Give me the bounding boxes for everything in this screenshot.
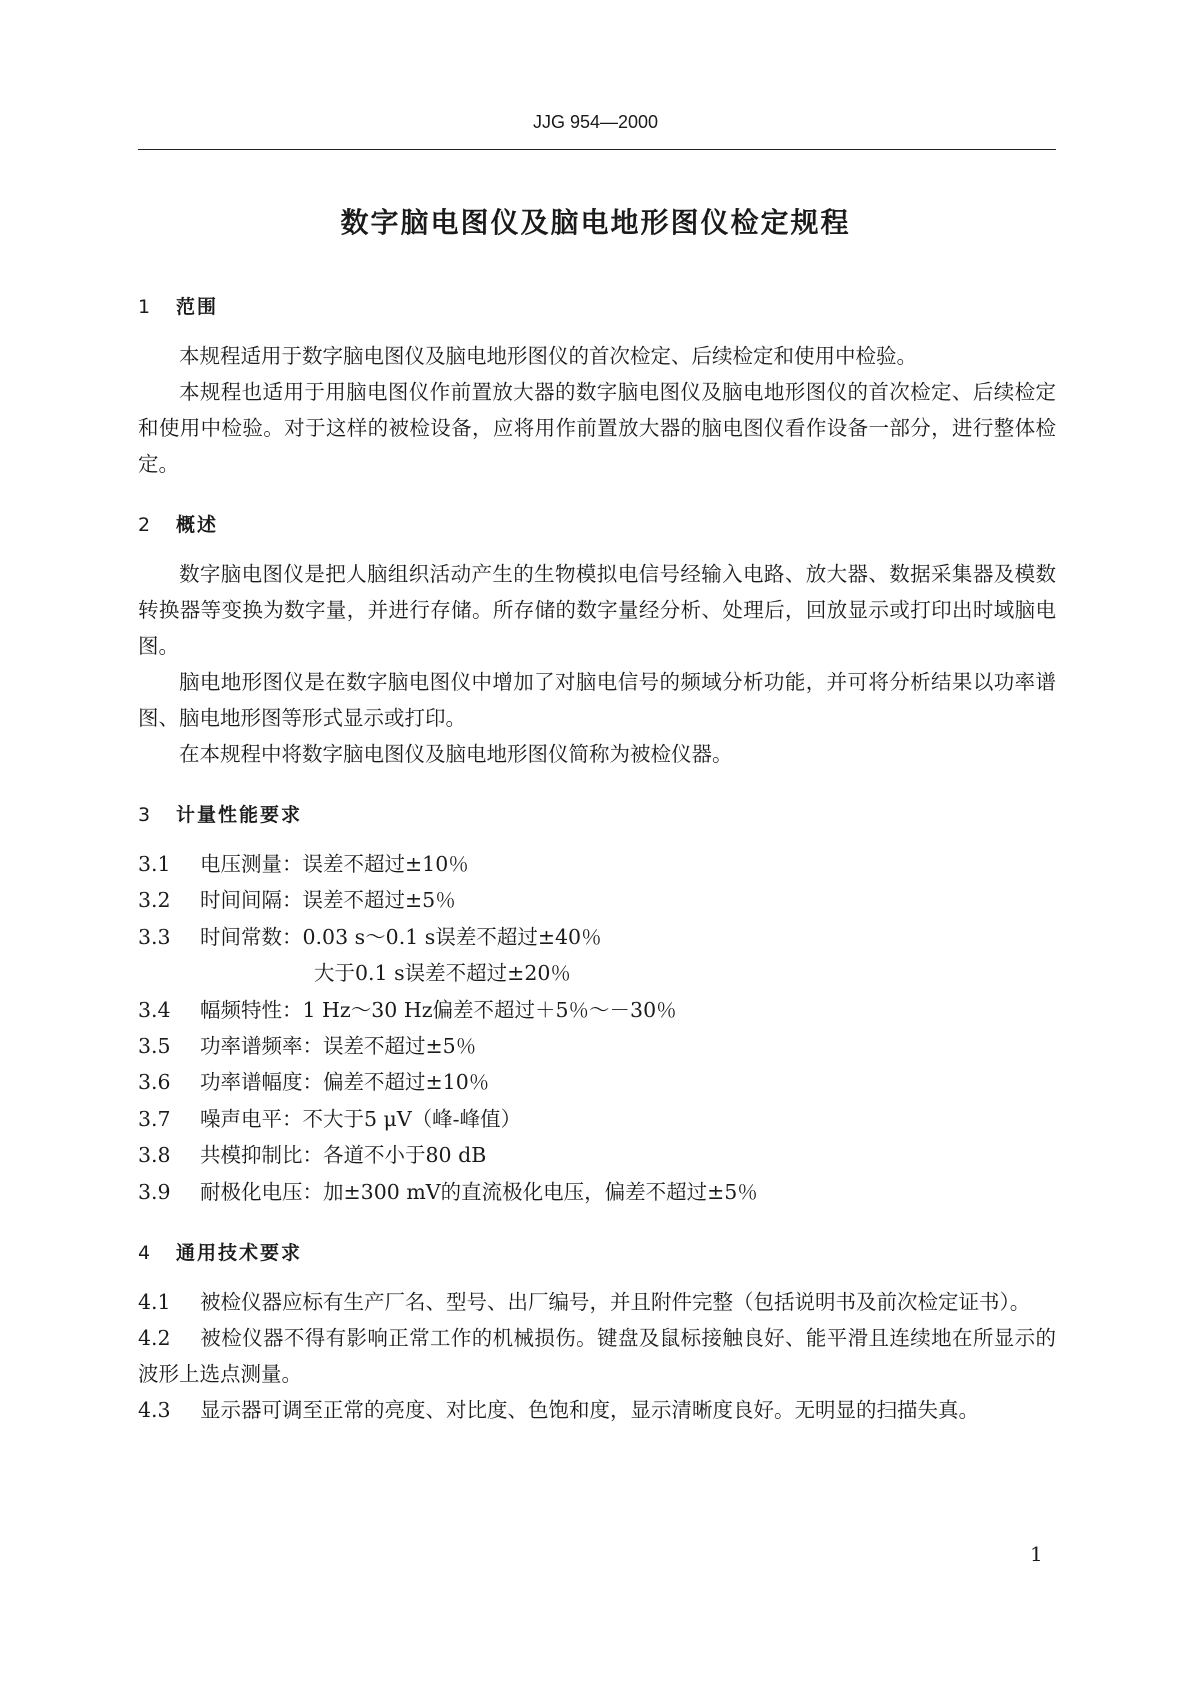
document-body xyxy=(138,290,1056,1454)
section-general-technical-requirements xyxy=(138,1236,1056,1428)
paragraph: 在本规程中将数字脑电图仪及脑电地形图仪简称为被检仪器。 xyxy=(179,742,733,766)
requirement-item: 3.2 时间间隔：误差不超过±5％ xyxy=(138,888,456,913)
requirement-item: 4.1 被检仪器应标有生产厂名、型号、出厂编号，并且附件完整（包括说明书及前次检定证书）。 xyxy=(138,1290,1031,1315)
requirement-item-continued: 大于0.1 s误差不超过±20％ xyxy=(314,961,571,986)
paragraph: 数字脑电图仪是把人脑组织活动产生的生物模拟电信号经输入电路、放大器、数据采集器及模数转换器等变换为数字量，并进行存储。所存储的数字量经分析、处理后，回放显示或打印出时域脑电图。 xyxy=(138,562,1056,658)
section-metrology-requirements xyxy=(138,798,1056,1210)
requirement-item: 3.9 耐极化电压：加±300 mV的直流极化电压，偏差不超过±5％ xyxy=(138,1179,758,1204)
requirement-item: 3.5 功率谱频率：误差不超过±5％ xyxy=(138,1034,477,1059)
paragraph: 本规程也适用于用脑电图仪作前置放大器的数字脑电图仪及脑电地形图仪的首次检定、后续检定和使用中检验。对于这样的被检设备，应将用作前置放大器的脑电图仪看作设备一部分，进行整体检定。 xyxy=(138,380,1056,476)
section-overview xyxy=(138,508,1056,772)
requirement-item: 3.1 电压测量：误差不超过±10％ xyxy=(138,852,469,876)
requirement-item: 4.2 被检仪器不得有影响正常工作的机械损伤。键盘及鼠标接触良好、能平滑且连续地在所显示的波形上选点测量。 xyxy=(138,1326,1056,1387)
document-title: 数字脑电图仪及脑电地形图仪检定规程 xyxy=(340,206,851,239)
page-number: 1 xyxy=(1030,1542,1043,1566)
document-code-header: JJG 954—2000 xyxy=(532,112,659,132)
requirement-item: 3.4 幅频特性：1 Hz～30 Hz偏差不超过＋5％～－30％ xyxy=(138,997,677,1022)
paragraph: 本规程适用于数字脑电图仪及脑电地形图仪的首次检定、后续检定和使用中检验。 xyxy=(179,344,917,368)
requirement-item: 3.3 时间常数：0.03 s～0.1 s误差不超过±40％ xyxy=(138,924,602,949)
section-heading: 4 通用技术要求 xyxy=(138,1242,303,1265)
section-scope xyxy=(138,290,1056,482)
header-rule xyxy=(138,149,1056,150)
requirement-item: 3.7 噪声电平：不大于5 μV（峰-峰值） xyxy=(138,1106,522,1131)
paragraph: 脑电地形图仪是在数字脑电图仪中增加了对脑电信号的频域分析功能，并可将分析结果以功率谱图、脑电地形图等形式显示或打印。 xyxy=(138,670,1056,730)
section-heading: 2 概述 xyxy=(138,514,219,536)
section-heading: 3 计量性能要求 xyxy=(138,804,303,826)
section-heading: 1 范围 xyxy=(138,296,219,318)
requirement-item: 3.8 共模抑制比：各道不小于80 dB xyxy=(138,1143,487,1168)
requirement-item: 4.3 显示器可调至正常的亮度、对比度、色饱和度，显示清晰度良好。无明显的扫描失真。 xyxy=(138,1398,979,1423)
requirement-item: 3.6 功率谱幅度：偏差不超过±10％ xyxy=(138,1070,490,1095)
